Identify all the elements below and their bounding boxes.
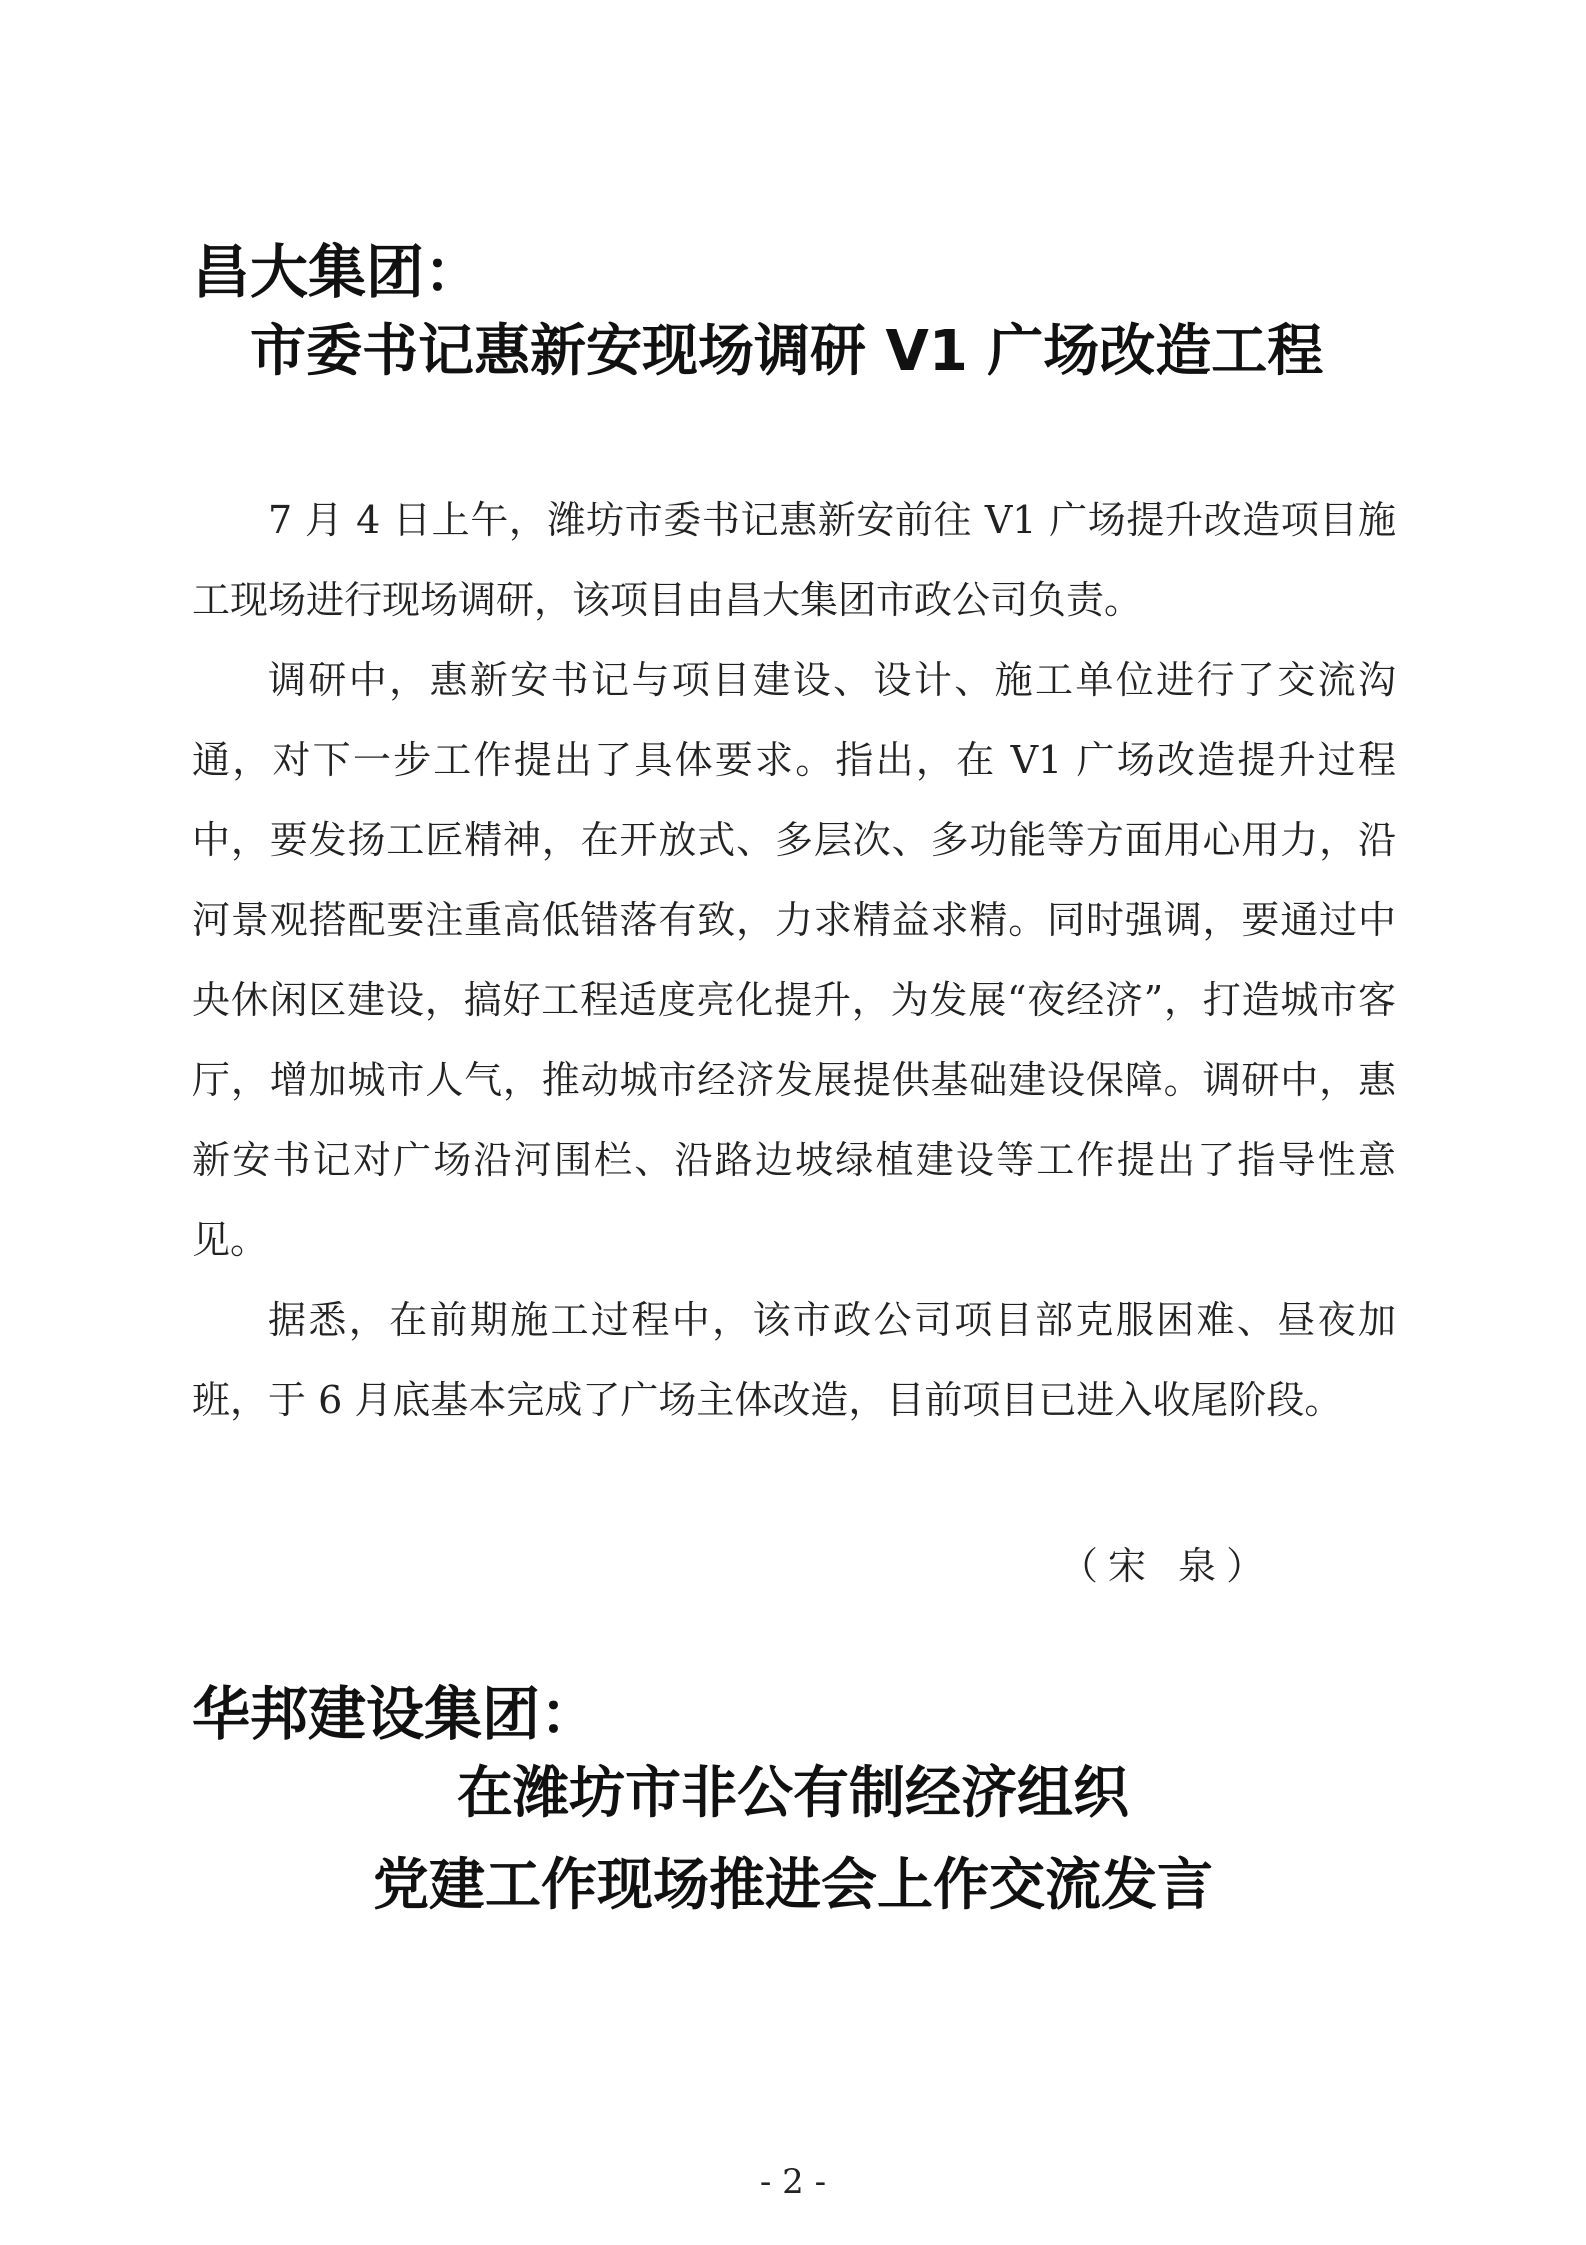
section2-title-line-2: 党建工作现场推进会上作交流发言: [373, 1853, 1213, 1918]
section1-paragraph-3: 据悉，在前期施工过程中，该市政公司项目部克服困难、昼夜加班，于 6 月底基本完成了广场主体改造，目前项目已进入收尾阶段。: [192, 1298, 1396, 1422]
section1-paragraph-1: 7 月 4 日上午，潍坊市委书记惠新安前往 V1 广场提升改造项目施工现场进行现场调研，该项目由昌大集团市政公司负责。: [192, 498, 1396, 622]
section1-paragraph-2: 调研中，惠新安书记与项目建设、设计、施工单位进行了交流沟通，对下一步工作提出了具体要求。指出，在 V1 广场改造提升过程中，要发扬工匠精神，在开放式、多层次、多功能等方面用心用力，沿河景观搭配要注重高低错落有致，力求精益求精。同时强调，要通过中央休闲区建设，搞好工程适度亮化提升，为发展“夜经济”，打造城市客厅，增加城市人气，推动城市经济发展提供基础建设保障。调研中，惠新安书记对广场沿河围栏、沿路边坡绿植建设等工作提出了指导性意见。: [192, 658, 1396, 1262]
section1-body: [192, 480, 1396, 1440]
section1-org-heading: 昌大集团：: [192, 238, 483, 306]
section1-author: （宋 泉）: [1060, 1544, 1275, 1588]
section2-title-line-1: 在潍坊市非公有制经济组织: [457, 1761, 1129, 1826]
section2-org-heading: 华邦建设集团：: [192, 1680, 599, 1748]
page-number: - 2 -: [759, 2162, 827, 2202]
section1-article-title: 市委书记惠新安现场调研 V1 广场改造工程: [250, 319, 1324, 384]
